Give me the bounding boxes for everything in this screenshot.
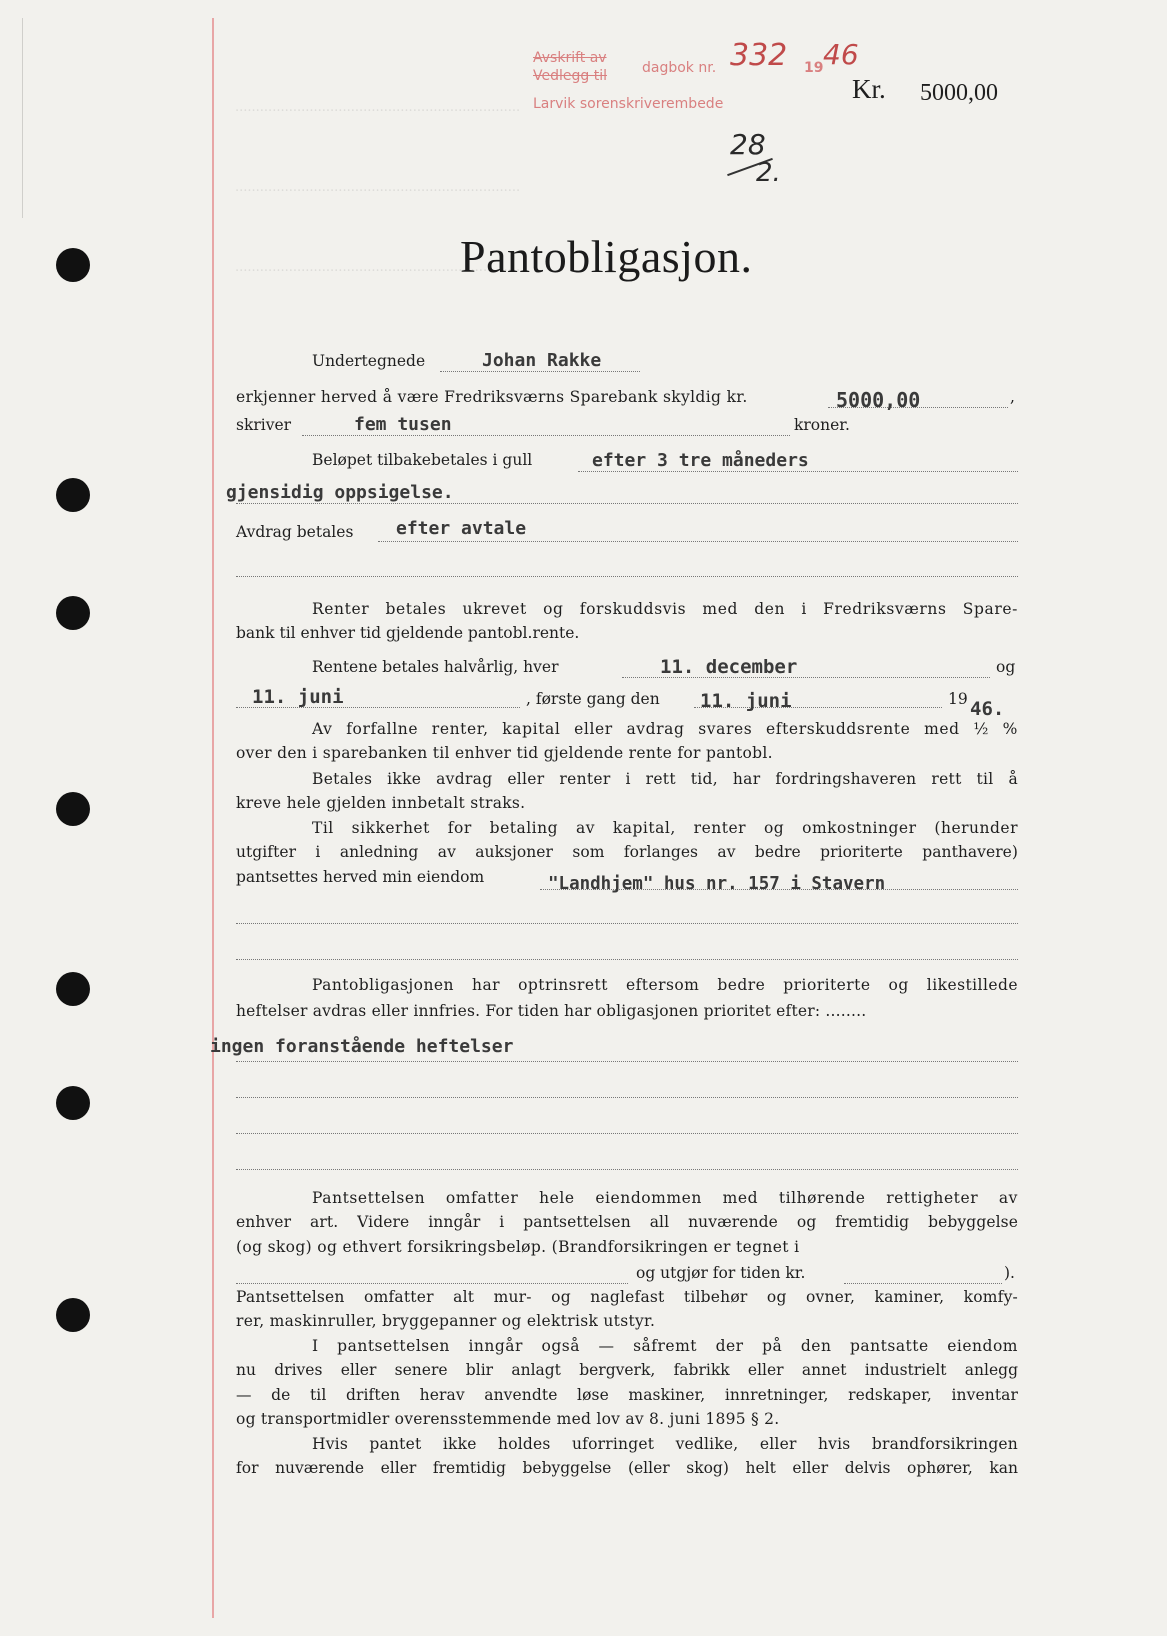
- binder-hole: [56, 1086, 90, 1120]
- written-suffix: kroner.: [794, 416, 850, 434]
- stamp-dagbok-number: 332: [730, 38, 788, 73]
- fill-line: [236, 922, 1018, 924]
- security-text-3: pantsettes herved min eiendom: [236, 868, 485, 886]
- scope-text-4: og utgjør for tiden kr.: [636, 1264, 806, 1282]
- repayment-terms-2: gjensidig oppsigelse.: [226, 482, 454, 503]
- fill-line: [236, 1060, 1018, 1062]
- binder-hole: [56, 248, 90, 282]
- security-text-1: Til sikkerhet for betaling av kapital, renter og omkostninger (herunder: [312, 819, 1018, 837]
- fill-line: [844, 1282, 1002, 1284]
- stamp-dagbok-label: dagbok nr.: [642, 60, 717, 76]
- repayment-terms-1: efter 3 tre måneders: [592, 450, 809, 471]
- scope-text-11: Hvis pantet ikke holdes uforringet vedlike, eller hvis brandforsikringen: [312, 1435, 1018, 1453]
- installments-value: efter avtale: [396, 518, 527, 539]
- binder-hole: [56, 792, 90, 826]
- currency-label: Kr.: [852, 74, 886, 104]
- interest-og: og: [996, 658, 1016, 676]
- installments-label: Avdrag betales: [236, 523, 354, 541]
- scope-text-6: rer, maskinruller, bryggepanner og elektrisk utstyr.: [236, 1312, 656, 1330]
- stamp-year-suffix: 46: [823, 38, 859, 71]
- priority-text-1: Pantobligasjonen har optrinsrett eftersom bedre prioriterte og likestillede: [312, 976, 1018, 994]
- header-amount: 5000,00: [920, 80, 998, 106]
- scope-text-4-end: ).: [1004, 1264, 1015, 1282]
- bleed-through: .....................................................................: [235, 180, 521, 195]
- interest-year-suffix: 46.: [970, 698, 1005, 720]
- interest-halfyear-label: Rentene betales halvårlig, hver: [312, 658, 559, 676]
- interest-date-2: 11. juni: [252, 686, 344, 708]
- handwritten-date-day: 28: [730, 128, 766, 161]
- interest-first-label: , første gang den: [526, 690, 660, 708]
- stamp-line-1: Avskrift av: [533, 50, 607, 66]
- scope-text-5: Pantsettelsen omfatter alt mur- og naglefast tilbehør og ovner, kaminer, komfy-: [236, 1288, 1018, 1306]
- debtor-label: Undertegnede: [312, 352, 426, 370]
- fill-line: [236, 575, 1018, 577]
- stamp-office: Larvik sorenskriverembede: [533, 96, 724, 112]
- priority-text-2: heftelser avdras eller innfries. For tiden har obligasjonen prioritet efter: ........: [236, 1002, 867, 1020]
- fill-line: [236, 958, 1018, 960]
- fill-line: [236, 1132, 1018, 1134]
- interest-year-prefix: 19: [948, 690, 968, 708]
- margin-rule: [212, 18, 214, 1618]
- scope-text-7: I pantsettelsen inngår også — såfremt der på den pantsatte eiendom: [312, 1337, 1018, 1355]
- binder-hole: [56, 972, 90, 1006]
- handwritten-date-month: 2.: [756, 158, 781, 188]
- binder-hole: [56, 478, 90, 512]
- fill-line: [236, 1282, 628, 1284]
- binder-hole: [56, 596, 90, 630]
- acknowledge-amount: 5000,00: [836, 388, 921, 412]
- stamp-line-2: Vedlegg til: [533, 68, 607, 84]
- interest-first-date: 11. juni: [700, 690, 792, 712]
- property-description: "Landhjem" hus nr. 157 i Stavern: [548, 874, 886, 894]
- page-title: Pantobligasjon.: [460, 231, 753, 282]
- repayment-label: Beløpet tilbakebetales i gull: [312, 451, 533, 469]
- late-interest-1: Av forfallne renter, kapital eller avdrag svares efterskuddsrente med ½ %: [312, 720, 1018, 738]
- scope-text-10: og transportmidler overensstemmende med lov av 8. juni 1895 § 2.: [236, 1410, 780, 1428]
- scope-text-2: enhver art. Videre inngår i pantsettelsen all nuværende og fremtidig bebyggelse: [236, 1213, 1018, 1231]
- stamp-year-prefix: 19: [804, 60, 824, 76]
- fill-line: [378, 540, 1018, 542]
- written-amount: fem tusen: [354, 414, 452, 435]
- scope-text-1: Pantsettelsen omfatter hele eiendommen med tilhørende rettigheter av: [312, 1189, 1018, 1207]
- priority-value: ingen foranstående heftelser: [210, 1036, 514, 1057]
- default-text-1: Betales ikke avdrag eller renter i rett tid, har fordringshaveren rett til å: [312, 770, 1018, 788]
- bleed-through: .....................................................................: [235, 100, 521, 115]
- bleed-through: .....................................................................: [235, 260, 521, 275]
- interest-date-1: 11. december: [660, 656, 798, 678]
- late-interest-2: over den i sparebanken til enhver tid gjeldende rente for pantobl.: [236, 744, 773, 762]
- binder-hole: [56, 1298, 90, 1332]
- interest-text-2: bank til enhver tid gjeldende pantobl.rente.: [236, 624, 580, 642]
- written-label: skriver: [236, 416, 292, 434]
- fold-line: [22, 18, 23, 218]
- acknowledge-comma: ,: [1010, 388, 1015, 406]
- scope-text-12: for nuværende eller fremtidig bebyggelse (eller skog) helt eller delvis ophører, kan: [236, 1459, 1018, 1477]
- fill-line: [236, 1168, 1018, 1170]
- debtor-name: Johan Rakke: [482, 350, 602, 371]
- scope-text-9: — de til driften herav anvendte løse maskiner, innretninger, redskaper, inventar: [236, 1386, 1018, 1404]
- default-text-2: kreve hele gjelden innbetalt straks.: [236, 794, 526, 812]
- scope-text-8: nu drives eller senere blir anlagt bergverk, fabrikk eller annet industrielt anlegg: [236, 1361, 1018, 1379]
- scope-text-3: (og skog) og ethvert forsikringsbeløp. (Brandforsikringen er tegnet i: [236, 1238, 800, 1256]
- security-text-2: utgifter i anledning av auksjoner som forlanges av bedre prioriterte panthavere): [236, 843, 1018, 861]
- interest-text-1: Renter betales ukrevet og forskuddsvis med den i Fredriksværns Spare-: [312, 600, 1018, 618]
- fill-line: [236, 1096, 1018, 1098]
- acknowledge-text: erkjenner herved å være Fredriksværns Sparebank skyldig kr.: [236, 388, 748, 406]
